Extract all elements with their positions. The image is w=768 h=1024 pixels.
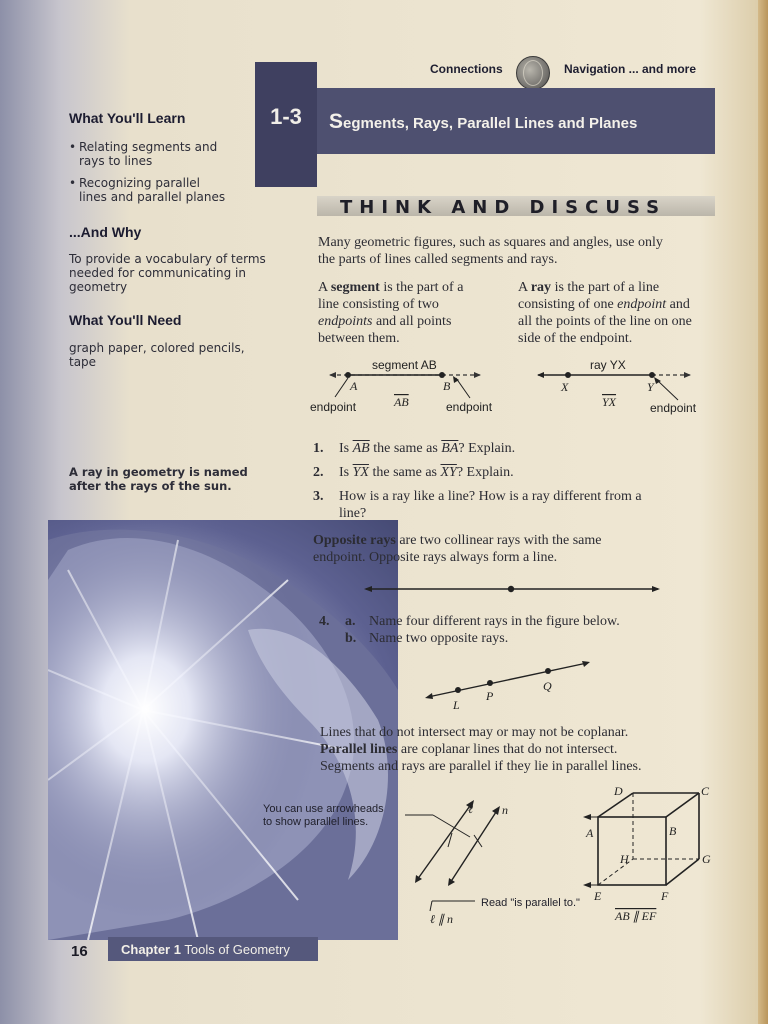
need-text: graph paper, colored pencils, tape — [69, 341, 245, 369]
need-heading: What You'll Need — [69, 312, 182, 328]
cube-label-e: E — [594, 889, 602, 903]
label-p: P — [486, 689, 494, 703]
notation-ab-parallel-ef: AB ∥ EF — [615, 909, 657, 923]
segment-diagram — [305, 355, 515, 417]
title-initial: S — [329, 110, 344, 133]
title-text: egments, Rays, Parallel Lines and Planes — [343, 115, 638, 132]
question-3: 3. How is a ray like a line? How is a ray different from a line? — [313, 489, 642, 521]
label-q: Q — [543, 679, 552, 693]
learn-heading: What You'll Learn — [69, 110, 186, 126]
question-4: 4. a. Name four different rays in the figure below. b. Name two opposite rays. — [319, 614, 620, 646]
notation-yx: YX — [602, 395, 617, 409]
parallel-text: Lines that do not intersect may or may not be coplanar. Parallel lines are coplanar lines that do not intersect. Segments and rays are parallel if they lie in parallel lines. — [320, 725, 642, 774]
segment-definition: A segment is the part of a line consisting of two endpoints and all points between them. — [318, 280, 464, 346]
label-a: A — [350, 379, 358, 393]
endpoint-label: endpoint — [310, 400, 357, 414]
navigation-link[interactable]: Navigation ... and more — [564, 62, 697, 76]
label-l: L — [453, 698, 460, 710]
question-1: 1. Is $\overline{AB}$ the same as $\overline{BA}$? Explain. — [313, 441, 516, 456]
point-x — [565, 372, 571, 378]
read-note: Read "is parallel to." — [481, 897, 580, 909]
label-y: Y — [647, 380, 654, 394]
intro-text: Many geometric figures, such as squares and angles, use only the parts of lines called segments and rays. — [318, 235, 663, 267]
connections-link[interactable]: Connections — [430, 62, 503, 76]
cube-label-f: F — [661, 889, 669, 903]
cube-label-h: H — [620, 852, 629, 866]
top-nav — [430, 62, 697, 76]
cube-label-c: C — [701, 784, 710, 798]
lesson-number: 1-3 — [255, 62, 317, 187]
arrowheads-note: You can use arrowheads to show parallel lines. — [263, 803, 384, 828]
why-heading: ...And Why — [69, 224, 142, 240]
endpoint-label: endpoint — [446, 400, 493, 414]
label-line-l: ℓ — [468, 802, 473, 816]
label-x: X — [561, 380, 569, 394]
why-text: To provide a vocabulary of terms needed for communicating in geometry — [69, 252, 266, 294]
cube-label-d: D — [614, 784, 623, 798]
ray-label: ray YX — [590, 358, 626, 372]
segment-label: segment AB — [372, 358, 437, 372]
chapter-footer: Chapter 1 Tools of Geometry — [108, 937, 318, 961]
cube-diagram — [575, 780, 720, 930]
ray-diagram — [530, 355, 715, 417]
ray-definition: A ray is the part of a line consisting of one endpoint and all the points of the line on one side of the endpoint. — [518, 280, 692, 346]
globe-icon — [516, 56, 550, 90]
notation-ab: AB — [394, 395, 409, 409]
cube-label-a: A — [586, 826, 594, 840]
opposite-rays-diagram — [360, 578, 665, 600]
opposite-rays-text: Opposite rays are two collinear rays with the same endpoint. Opposite rays always form a line. — [313, 533, 602, 565]
question-2: 2. Is $\overline{YX}$ the same as $\overline{XY}$? Explain. — [313, 465, 514, 480]
notation-l-parallel-n: ℓ ∥ n — [430, 912, 453, 926]
photo-caption: A ray in geometry is named after the rays of the sun. — [69, 465, 248, 493]
page-edge — [758, 0, 768, 1024]
lpq-diagram — [420, 655, 595, 710]
point-b — [439, 372, 445, 378]
lesson-title — [317, 88, 715, 154]
cube-label-b: B — [669, 824, 677, 838]
endpoint-label: endpoint — [650, 401, 697, 415]
parallel-lines-diagram — [400, 795, 540, 935]
think-discuss-title: THINK AND DISCUSS — [340, 197, 667, 218]
point-a — [345, 372, 351, 378]
cube-label-g: G — [702, 852, 711, 866]
page-number: 16 — [71, 943, 88, 960]
label-b: B — [443, 379, 451, 393]
label-line-n: n — [502, 803, 508, 817]
learn-item: • Relating segments and rays to lines — [69, 140, 218, 168]
learn-item: • Recognizing parallel lines and parallel planes — [69, 176, 226, 204]
